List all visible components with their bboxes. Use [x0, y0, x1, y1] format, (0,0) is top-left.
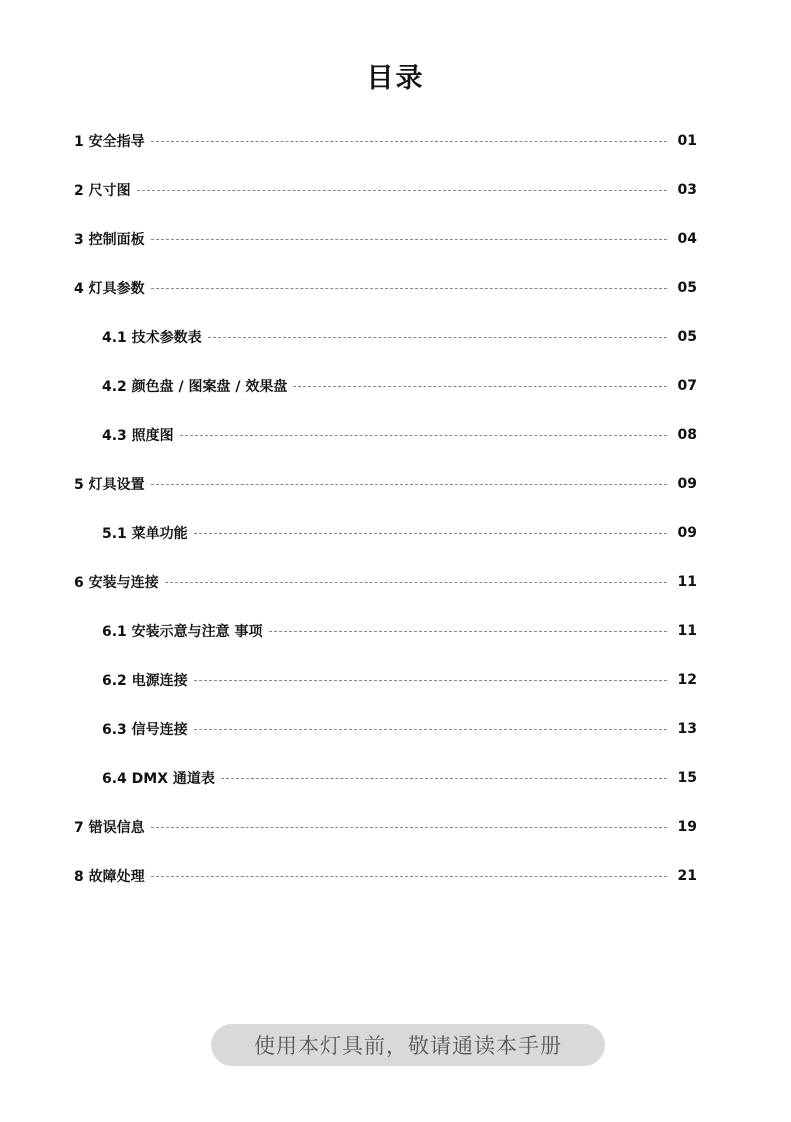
toc-entry-page: 21 — [677, 867, 697, 884]
toc-entry-page: 15 — [677, 769, 697, 786]
toc-entry-label: 5 灯具设置 — [74, 476, 145, 493]
toc-dot-leader — [194, 680, 667, 681]
toc-entry-page: 08 — [677, 426, 697, 443]
toc-subentry[interactable] — [74, 655, 697, 704]
footer-notice-text: 使用本灯具前，敬请通读本手册 — [254, 1034, 562, 1058]
toc-entry-page: 03 — [677, 181, 697, 198]
toc-entry-page: 05 — [677, 328, 697, 345]
toc-entry-label: 2 尺寸图 — [74, 182, 131, 199]
footer-notice-pill — [211, 1024, 605, 1066]
toc-entry-page: 13 — [677, 720, 697, 737]
toc-dot-leader — [165, 582, 667, 583]
toc-dot-leader — [151, 288, 667, 289]
toc-entry-page: 11 — [677, 622, 697, 639]
toc-subentry[interactable] — [74, 508, 697, 557]
toc-entry[interactable] — [74, 263, 697, 312]
toc-entry-label: 8 故障处理 — [74, 868, 145, 885]
toc-entry[interactable] — [74, 214, 697, 263]
toc-subentry[interactable] — [74, 753, 697, 802]
toc-entry-page: 12 — [677, 671, 697, 688]
toc-entry-page: 09 — [677, 475, 697, 492]
toc-dot-leader — [151, 827, 667, 828]
toc-dot-leader — [137, 190, 667, 191]
table-of-contents — [74, 116, 697, 900]
toc-entry-label: 4.3 照度图 — [102, 427, 174, 444]
toc-dot-leader — [269, 631, 667, 632]
toc-dot-leader — [208, 337, 667, 338]
toc-entry[interactable] — [74, 165, 697, 214]
toc-entry-page: 04 — [677, 230, 697, 247]
toc-dot-leader — [194, 729, 667, 730]
toc-entry-page: 07 — [677, 377, 697, 394]
toc-entry-page: 19 — [677, 818, 697, 835]
toc-entry[interactable] — [74, 802, 697, 851]
toc-entry-page: 09 — [677, 524, 697, 541]
toc-dot-leader — [151, 239, 667, 240]
toc-entry[interactable] — [74, 459, 697, 508]
toc-dot-leader — [151, 876, 667, 877]
toc-entry-label: 4.1 技术参数表 — [102, 329, 202, 346]
toc-entry-label: 6.3 信号连接 — [102, 721, 188, 738]
toc-entry-label: 5.1 菜单功能 — [102, 525, 188, 542]
toc-dot-leader — [151, 484, 667, 485]
toc-subentry[interactable] — [74, 606, 697, 655]
toc-dot-leader — [151, 141, 667, 142]
toc-subentry[interactable] — [74, 361, 697, 410]
toc-entry-label: 6.2 电源连接 — [102, 672, 188, 689]
toc-entry-label: 6.1 安装示意与注意 事项 — [102, 623, 263, 640]
toc-dot-leader — [293, 386, 667, 387]
toc-entry[interactable] — [74, 851, 697, 900]
toc-entry-page: 01 — [677, 132, 697, 149]
page-title: 目录 — [366, 63, 425, 94]
toc-subentry[interactable] — [74, 410, 697, 459]
toc-entry-page: 11 — [677, 573, 697, 590]
toc-subentry[interactable] — [74, 312, 697, 361]
toc-entry-label: 6.4 DMX 通道表 — [102, 770, 215, 787]
toc-entry-label: 4.2 颜色盘 / 图案盘 / 效果盘 — [102, 378, 288, 395]
toc-dot-leader — [221, 778, 667, 779]
toc-dot-leader — [194, 533, 667, 534]
toc-entry[interactable] — [74, 116, 697, 165]
toc-entry-page: 05 — [677, 279, 697, 296]
toc-entry[interactable] — [74, 557, 697, 606]
toc-dot-leader — [180, 435, 667, 436]
toc-entry-label: 3 控制面板 — [74, 231, 145, 248]
toc-subentry[interactable] — [74, 704, 697, 753]
toc-entry-label: 7 错误信息 — [74, 819, 145, 836]
toc-entry-label: 1 安全指导 — [74, 133, 145, 150]
toc-entry-label: 6 安装与连接 — [74, 574, 159, 591]
toc-entry-label: 4 灯具参数 — [74, 280, 145, 297]
